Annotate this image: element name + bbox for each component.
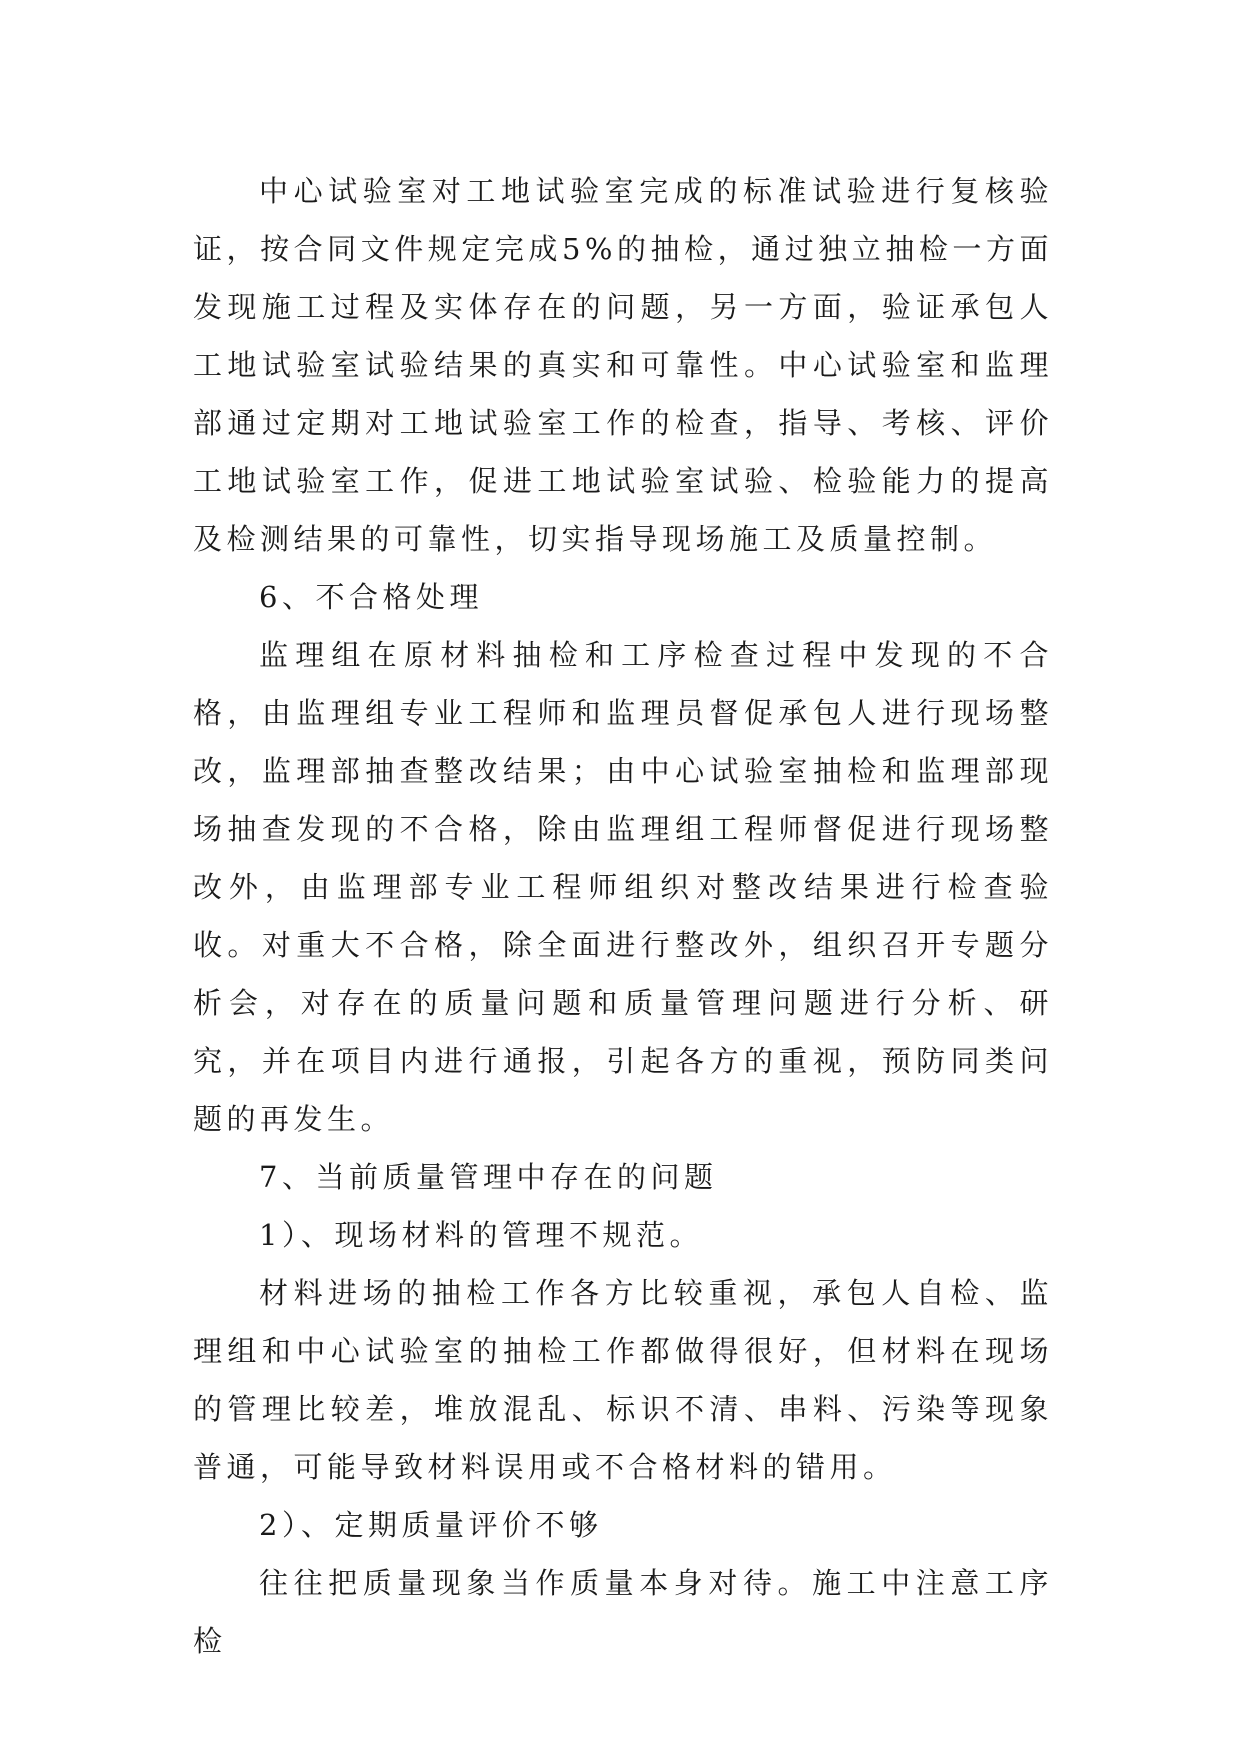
section-heading-nonconformity: 6、不合格处理 [259, 580, 483, 614]
paragraph-material-management: 材料进场的抽检工作各方比较重视，承包人自检、监理组和中心试验室的抽检工作都做得很好，但材料在现场的管理比较差，堆放混乱、标识不清、串料、污染等现象普通，可能导致材料误用或不合格材料的错用。 [193, 1276, 1053, 1484]
paragraph-nonconformity-handling: 监理组在原材料抽检和工序检查过程中发现的不合格，由监理组专业工程师和监理员督促承包人进行现场整改，监理部抽查整改结果；由中心试验室抽检和监理部现场抽查发现的不合格，除由监理组工程师督促进行现场整改外，由监理部专业工程师组织对整改结果进行检查验收。对重大不合格，除全面进行整改外，组织召开专题分析会，对存在的质量问题和质量管理问题进行分析、研究，并在项目内进行通报，引起各方的重视，预防同类问题的再发生。 [193, 638, 1053, 1136]
subheading-material-management: 1）、现场材料的管理不规范。 [259, 1218, 703, 1252]
document-body [193, 162, 1053, 1670]
paragraph-quality-evaluation: 往往把质量现象当作质量本身对待。施工中注意工序检 [193, 1566, 1053, 1658]
subheading-quality-evaluation: 2）、定期质量评价不够 [259, 1508, 603, 1542]
section-heading-current-problems: 7、当前质量管理中存在的问题 [259, 1160, 718, 1194]
paragraph-lab-verification: 中心试验室对工地试验室完成的标准试验进行复核验证，按合同文件规定完成5%的抽检，通过独立抽检一方面发现施工过程及实体存在的问题，另一方面，验证承包人工地试验室试验结果的真实和可靠性。中心试验室和监理部通过定期对工地试验室工作的检查，指导、考核、评价工地试验室工作，促进工地试验室试验、检验能力的提高及检测结果的可靠性，切实指导现场施工及质量控制。 [193, 174, 1053, 556]
